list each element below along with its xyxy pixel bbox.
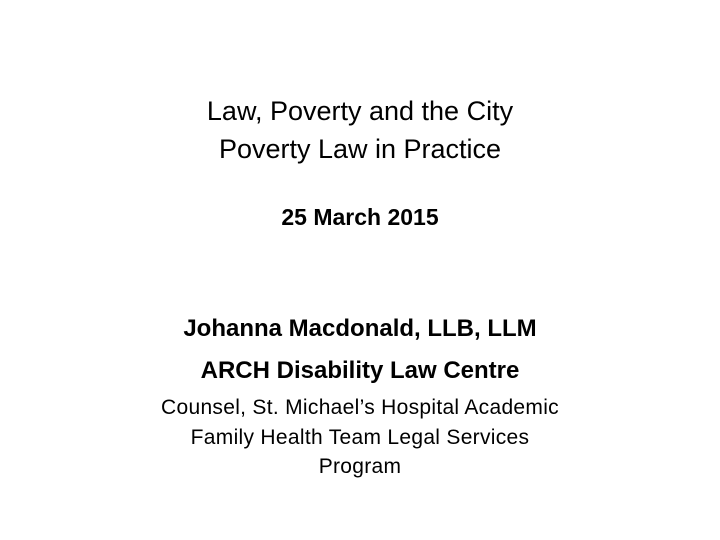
presenter-role-line-2: Family Health Team Legal Services — [190, 426, 530, 449]
presentation-date: 25 March 2015 — [281, 204, 439, 230]
slide-title-line-2: Poverty Law in Practice — [218, 134, 502, 164]
presenter-name: Johanna Macdonald, LLB, LLM — [183, 315, 537, 342]
presenter-organization: ARCH Disability Law Centre — [200, 357, 520, 384]
presenter-role-line-1: Counsel, St. Michael’s Hospital Academic — [161, 396, 559, 419]
slide-title-line-1: Law, Poverty and the City — [206, 96, 514, 126]
presenter-role-line-3: Program — [318, 455, 402, 478]
